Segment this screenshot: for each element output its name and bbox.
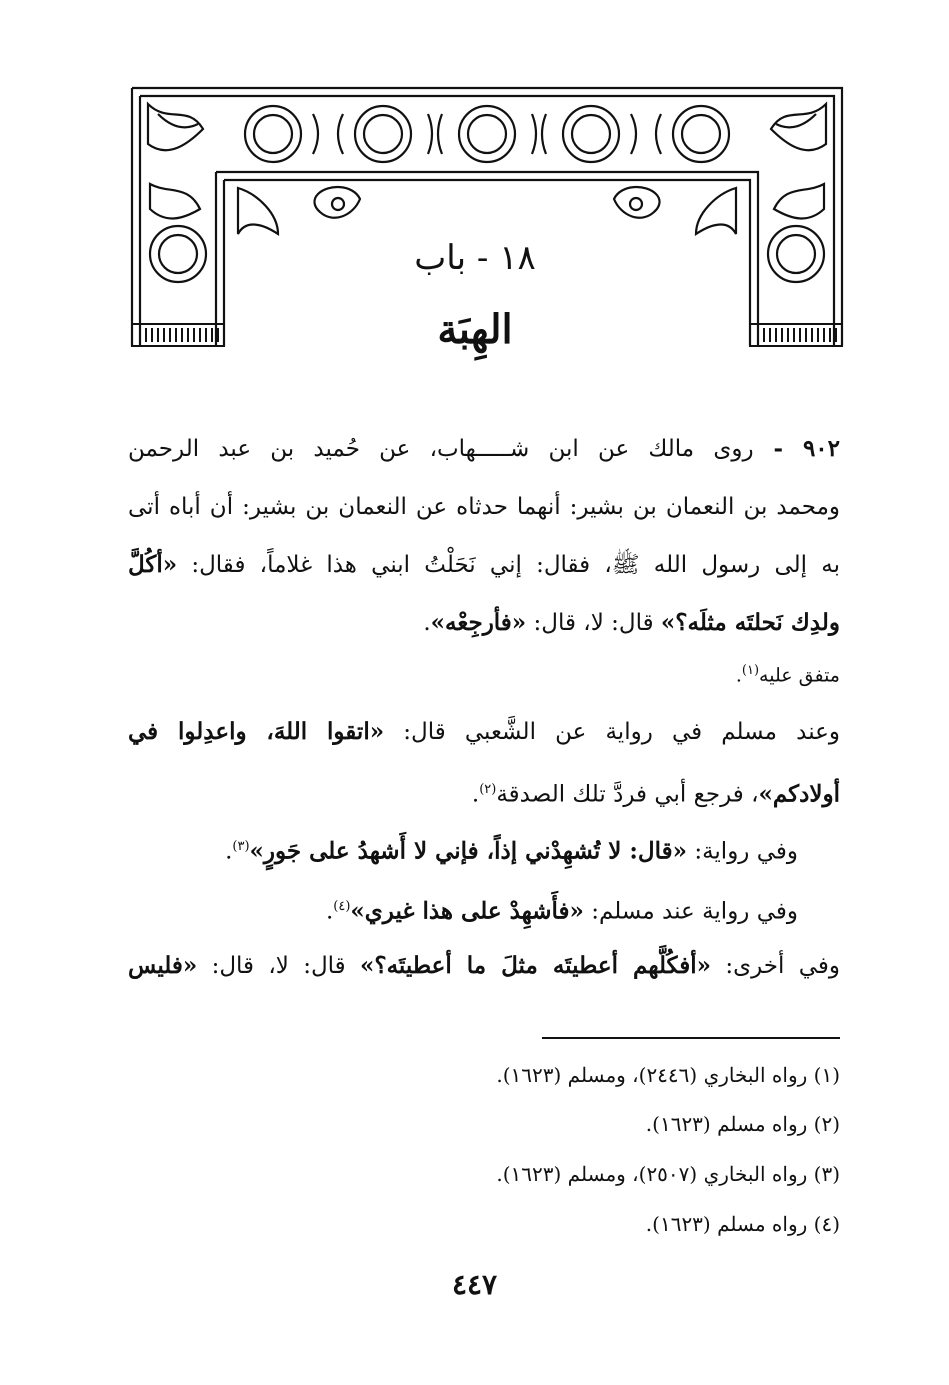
footnote-ref: (٤) <box>333 899 351 914</box>
narration-jawr <box>128 818 798 881</box>
narration-afakullahum <box>128 937 840 995</box>
footnote-ref: (٣) <box>232 839 250 854</box>
text-line <box>128 703 840 761</box>
text-run: «أكُلَّ <box>128 551 178 578</box>
footnote-ref: (٢) <box>479 782 497 797</box>
text-run: «فأرجِعْه» <box>430 609 527 636</box>
chapter-number: ١٨ - باب <box>414 238 536 278</box>
text-run: به إلى رسول الله ﷺ، فقال: إني نَحَلْتُ ابني هذا غلاماً، فقال: <box>177 552 840 578</box>
text-run: وفي رواية: <box>687 838 798 865</box>
text-run: . <box>325 898 334 925</box>
text-run: «أفكُلَّهم أعطيتَه مثلَ ما أعطيتَه؟» <box>360 952 712 979</box>
agreed-upon-line: متفق عليه$^{(١)}$. <box>735 663 840 687</box>
text-run: «اتقوا اللهَ، واعدِلوا في <box>128 718 385 745</box>
narration-shabi <box>128 703 840 824</box>
text-run: قال: لا، قال: <box>526 610 661 636</box>
footnote-3: (٣) رواه البخاري (٢٥٠٧)، ومسلم (١٦٢٣). <box>496 1162 840 1186</box>
text-run: «قال: لا تُشهِدْني إذاً، فإني لا أَشهدُ على جَورٍ» <box>249 837 688 865</box>
text-run: «فليس <box>128 952 198 979</box>
hadith-text <box>128 420 840 652</box>
agreed-footnote-ref: (١) <box>741 663 760 678</box>
text-line <box>128 478 840 536</box>
text-run: أولادكم» <box>758 780 840 808</box>
agreed-label: متفق عليه <box>759 664 840 687</box>
text-run: ٩٠٢ - <box>753 435 841 462</box>
text-line <box>128 818 798 881</box>
text-run: . <box>423 610 431 636</box>
text-line <box>128 937 840 995</box>
footnote-2: (٢) رواه مسلم (١٦٢٣). <box>645 1112 840 1136</box>
text-run: وفي رواية عند مسلم: <box>583 898 798 925</box>
page-number: ٤٤٧ <box>451 1268 498 1301</box>
footnote-4: (٤) رواه مسلم (١٦٢٣). <box>645 1212 840 1236</box>
text-run: روى مالك عن ابن شـــــهاب، عن حُميد بن عبد الرحمن <box>128 436 754 462</box>
text-run: وفي أخرى: <box>711 953 840 979</box>
text-run: ومحمد بن النعمان بن بشير: أنهما حدثاه عن النعمان بن بشير: أن أباه أتى <box>128 494 840 520</box>
text-run: . <box>471 781 480 808</box>
text-run: . <box>225 838 233 865</box>
text-run: ، فرجع أبي فردَّ تلك الصدقة <box>496 781 759 808</box>
footnote-divider <box>542 1037 840 1039</box>
text-run: «فأَشهِدْ على هذا غيري» <box>350 897 584 925</box>
narration-ashhid <box>128 878 798 941</box>
text-line <box>128 536 840 594</box>
text-run: قال: لا، قال: <box>197 953 360 979</box>
chapter-title: الهِبَة <box>437 306 513 353</box>
text-line <box>128 420 840 478</box>
text-line <box>128 878 798 941</box>
text-line <box>128 761 840 824</box>
footnote-1: (١) رواه البخاري (٢٤٤٦)، ومسلم (١٦٢٣). <box>496 1063 840 1087</box>
text-run: ولدِك نَحلتَه مثلَه؟» <box>660 609 840 636</box>
text-run: وعند مسلم في رواية عن الشَّعبي قال: <box>384 719 840 745</box>
